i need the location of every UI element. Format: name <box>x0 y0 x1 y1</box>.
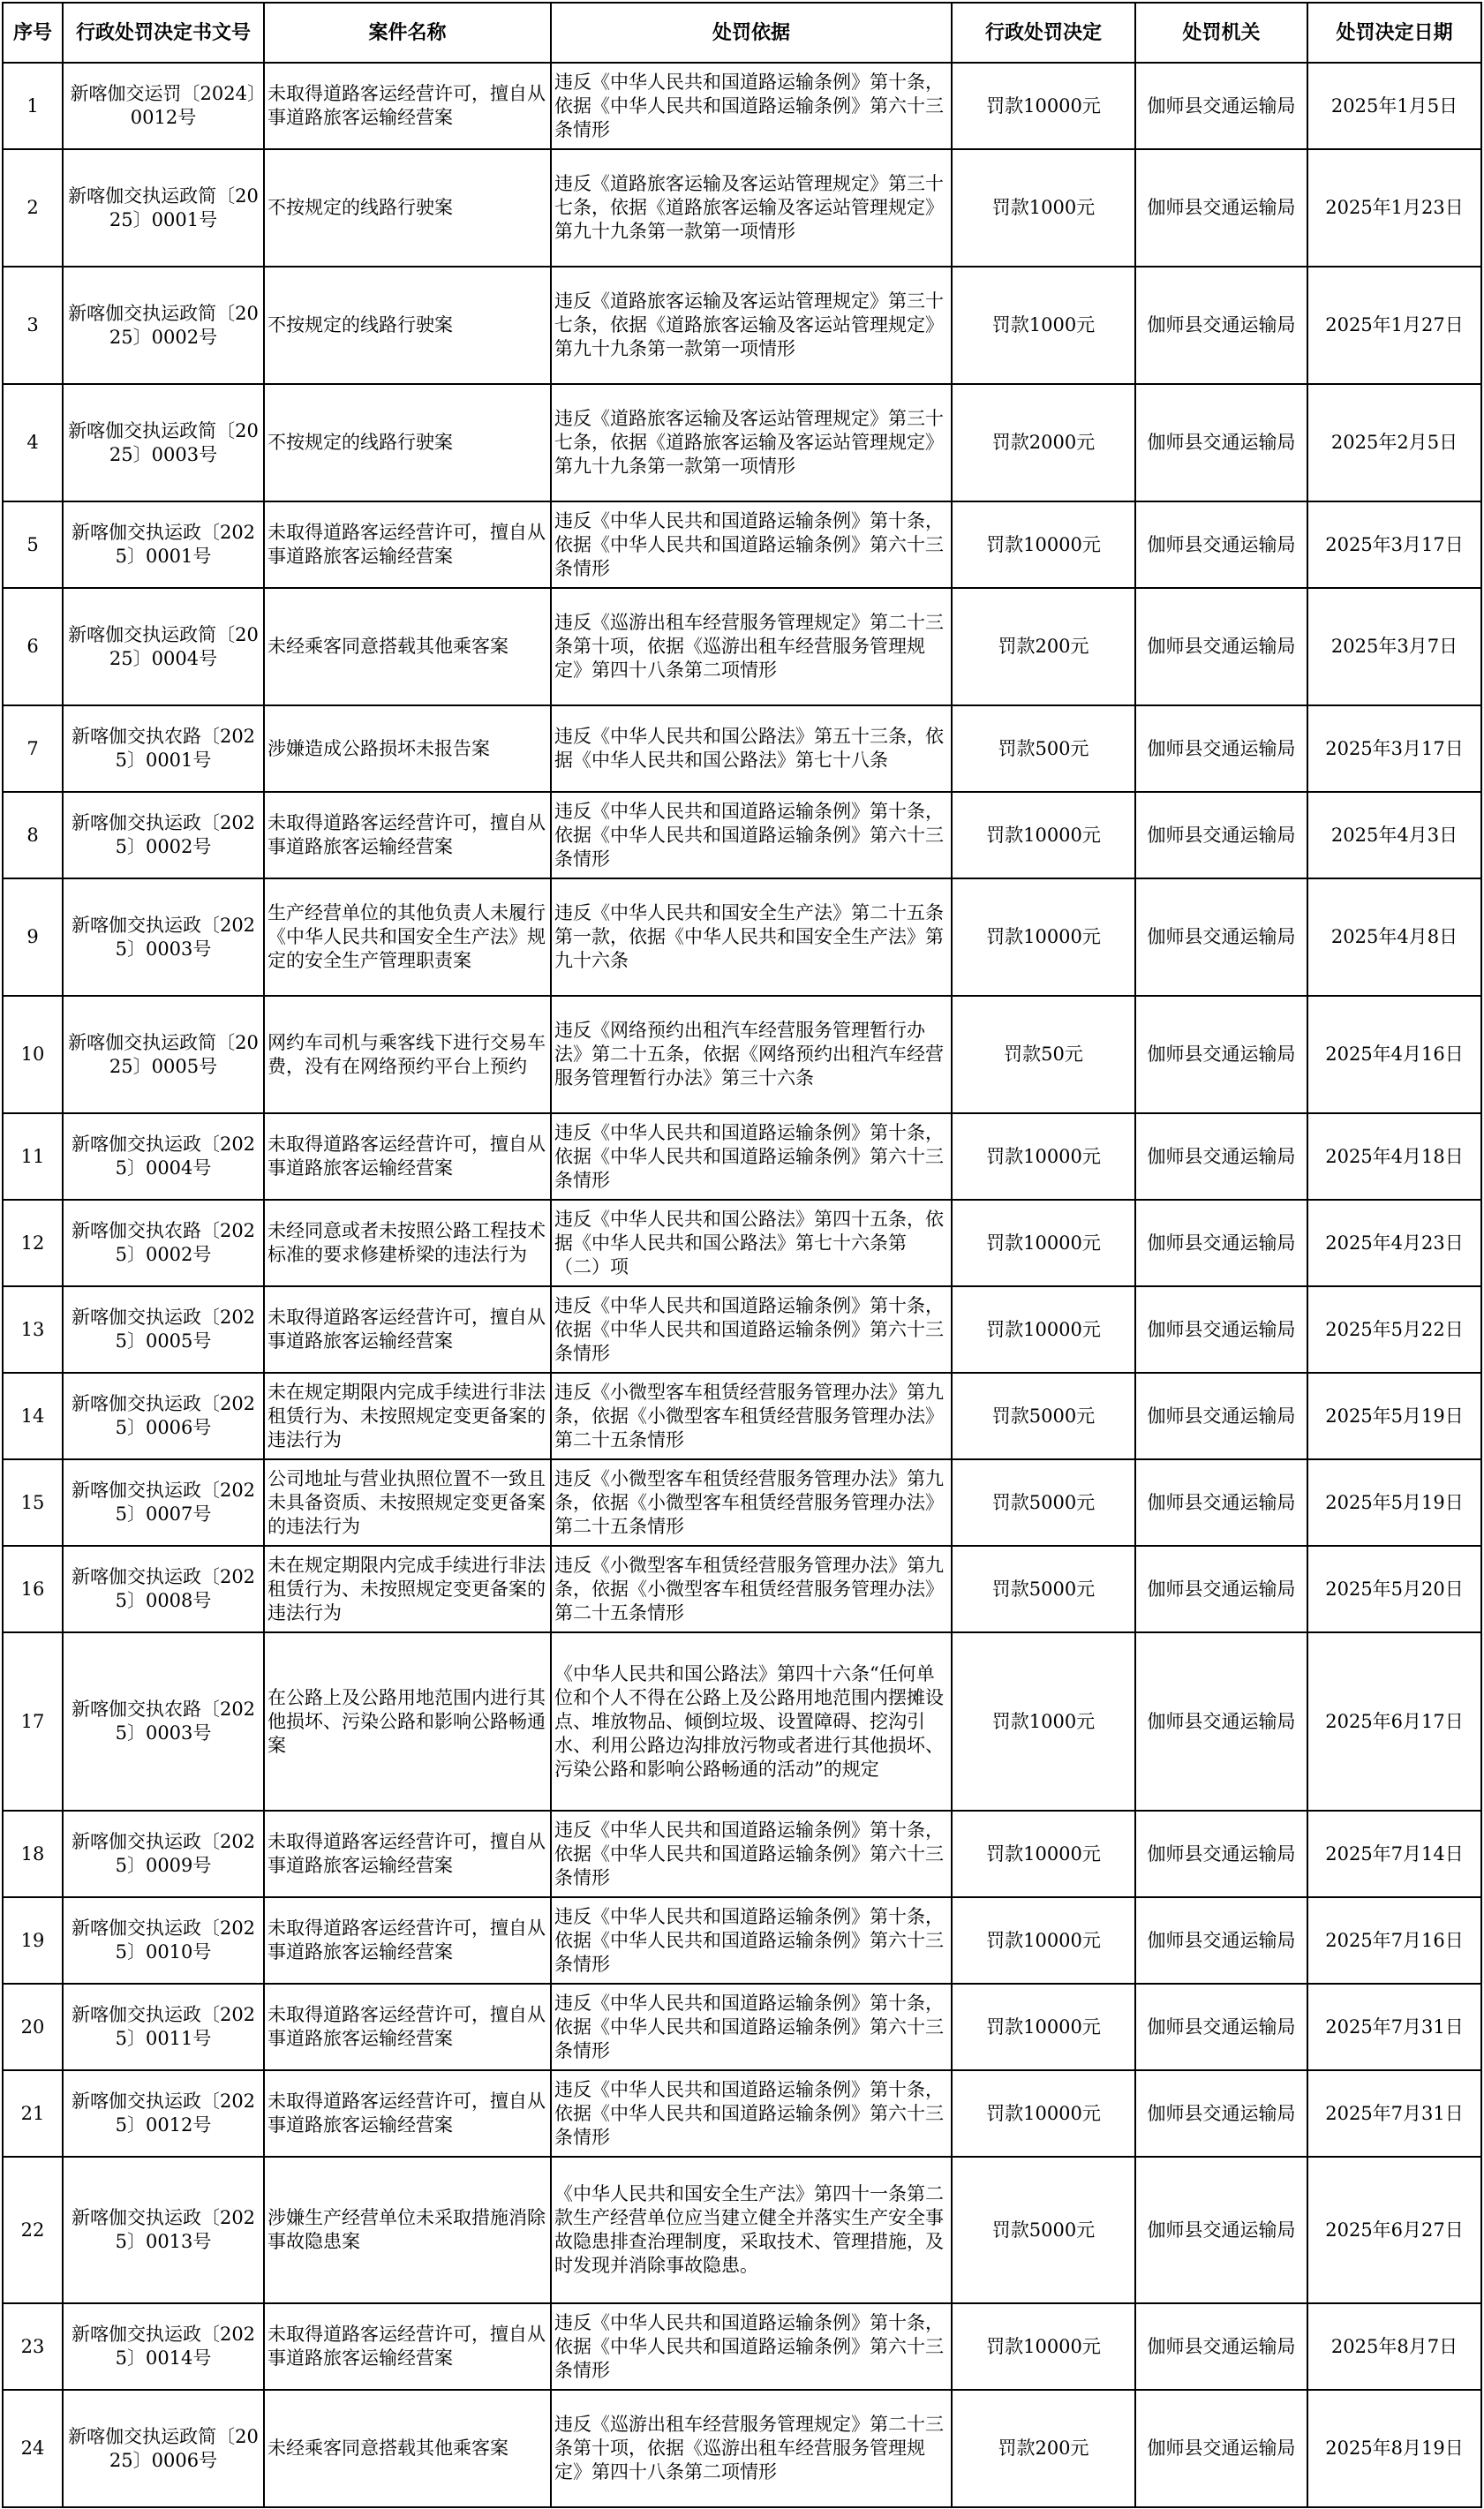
cell-row-number: 19 <box>3 1897 63 1984</box>
cell-case-name: 未取得道路客运经营许可，擅自从事道路旅客运输经营案 <box>264 1897 551 1984</box>
cell-row-number: 8 <box>3 792 63 878</box>
cell-row-number: 11 <box>3 1113 63 1200</box>
cell-decision: 罚款1000元 <box>952 149 1135 267</box>
cell-case-name: 未经同意或者未按照公路工程技术标准的要求修建桥梁的违法行为 <box>264 1200 551 1286</box>
cell-row-number: 23 <box>3 2303 63 2390</box>
cell-decision: 罚款5000元 <box>952 1546 1135 1632</box>
header-basis: 处罚依据 <box>551 3 952 63</box>
cell-doc-number: 新喀伽交执运政简〔2025〕0001号 <box>63 149 264 267</box>
table-header-row <box>3 3 1481 63</box>
table-row <box>3 792 1481 878</box>
cell-basis: 违反《网络预约出租汽车经营服务管理暂行办法》第二十五条，依据《网络预约出租汽车经营服务管理暂行办法》第三十六条 <box>551 996 952 1113</box>
cell-row-number: 9 <box>3 878 63 996</box>
cell-doc-number: 新喀伽交执运政简〔2025〕0004号 <box>63 588 264 705</box>
cell-authority: 伽师县交通运输局 <box>1135 1286 1307 1373</box>
table-row <box>3 705 1481 792</box>
cell-row-number: 18 <box>3 1811 63 1897</box>
cell-decision-date: 2025年7月31日 <box>1307 1984 1481 2070</box>
cell-decision-date: 2025年1月5日 <box>1307 63 1481 149</box>
cell-decision: 罚款50元 <box>952 996 1135 1113</box>
cell-authority: 伽师县交通运输局 <box>1135 149 1307 267</box>
cell-decision-date: 2025年4月18日 <box>1307 1113 1481 1200</box>
table-row <box>3 1200 1481 1286</box>
cell-case-name: 未取得道路客运经营许可，擅自从事道路旅客运输经营案 <box>264 1113 551 1200</box>
cell-case-name: 生产经营单位的其他负责人未履行《中华人民共和国安全生产法》规定的安全生产管理职责案 <box>264 878 551 996</box>
header-case-name: 案件名称 <box>264 3 551 63</box>
cell-doc-number: 新喀伽交执运政简〔2025〕0002号 <box>63 267 264 384</box>
cell-doc-number: 新喀伽交执农路〔2025〕0002号 <box>63 1200 264 1286</box>
table-row <box>3 1632 1481 1811</box>
cell-authority: 伽师县交通运输局 <box>1135 878 1307 996</box>
cell-doc-number: 新喀伽交执运政〔2025〕0007号 <box>63 1459 264 1546</box>
cell-decision-date: 2025年7月14日 <box>1307 1811 1481 1897</box>
cell-authority: 伽师县交通运输局 <box>1135 1459 1307 1546</box>
cell-basis: 违反《中华人民共和国道路运输条例》第十条，依据《中华人民共和国道路运输条例》第六十三条情形 <box>551 501 952 588</box>
cell-basis: 违反《中华人民共和国道路运输条例》第十条，依据《中华人民共和国道路运输条例》第六十三条情形 <box>551 63 952 149</box>
cell-basis: 违反《中华人民共和国安全生产法》第二十五条第一款，依据《中华人民共和国安全生产法》第九十六条 <box>551 878 952 996</box>
cell-authority: 伽师县交通运输局 <box>1135 1632 1307 1811</box>
cell-authority: 伽师县交通运输局 <box>1135 1200 1307 1286</box>
cell-basis: 违反《道路旅客运输及客运站管理规定》第三十七条，依据《道路旅客运输及客运站管理规定》第九十九条第一款第一项情形 <box>551 149 952 267</box>
cell-row-number: 13 <box>3 1286 63 1373</box>
cell-decision: 罚款10000元 <box>952 1811 1135 1897</box>
cell-decision: 罚款10000元 <box>952 1984 1135 2070</box>
cell-case-name: 涉嫌生产经营单位未采取措施消除事故隐患案 <box>264 2157 551 2303</box>
cell-case-name: 不按规定的线路行驶案 <box>264 149 551 267</box>
cell-doc-number: 新喀伽交执运政〔2025〕0003号 <box>63 878 264 996</box>
cell-doc-number: 新喀伽交执运政〔2025〕0001号 <box>63 501 264 588</box>
cell-doc-number: 新喀伽交执运政〔2025〕0006号 <box>63 1373 264 1459</box>
cell-decision-date: 2025年1月23日 <box>1307 149 1481 267</box>
table-row <box>3 267 1481 384</box>
table-row <box>3 1113 1481 1200</box>
cell-doc-number: 新喀伽交执运政简〔2025〕0006号 <box>63 2390 264 2507</box>
cell-doc-number: 新喀伽交执运政〔2025〕0010号 <box>63 1897 264 1984</box>
cell-basis: 违反《中华人民共和国公路法》第五十三条，依据《中华人民共和国公路法》第七十八条 <box>551 705 952 792</box>
cell-decision-date: 2025年1月27日 <box>1307 267 1481 384</box>
table-row <box>3 149 1481 267</box>
cell-row-number: 20 <box>3 1984 63 2070</box>
cell-basis: 违反《中华人民共和国道路运输条例》第十条，依据《中华人民共和国道路运输条例》第六十三条情形 <box>551 2070 952 2157</box>
cell-row-number: 4 <box>3 384 63 501</box>
cell-authority: 伽师县交通运输局 <box>1135 2070 1307 2157</box>
cell-case-name: 网约车司机与乘客线下进行交易车费，没有在网络预约平台上预约 <box>264 996 551 1113</box>
table-row <box>3 1459 1481 1546</box>
cell-decision: 罚款5000元 <box>952 1459 1135 1546</box>
table-row <box>3 1811 1481 1897</box>
cell-doc-number: 新喀伽交执运政简〔2025〕0005号 <box>63 996 264 1113</box>
cell-decision-date: 2025年5月19日 <box>1307 1459 1481 1546</box>
cell-doc-number: 新喀伽交执农路〔2025〕0001号 <box>63 705 264 792</box>
cell-decision: 罚款10000元 <box>952 2070 1135 2157</box>
cell-row-number: 17 <box>3 1632 63 1811</box>
cell-basis: 违反《中华人民共和国公路法》第四十五条，依据《中华人民共和国公路法》第七十六条第（二）项 <box>551 1200 952 1286</box>
cell-decision-date: 2025年5月19日 <box>1307 1373 1481 1459</box>
cell-decision: 罚款1000元 <box>952 267 1135 384</box>
table-row <box>3 1373 1481 1459</box>
cell-doc-number: 新喀伽交运罚〔2024〕0012号 <box>63 63 264 149</box>
cell-case-name: 不按规定的线路行驶案 <box>264 267 551 384</box>
cell-authority: 伽师县交通运输局 <box>1135 1811 1307 1897</box>
header-doc-number: 行政处罚决定书文号 <box>63 3 264 63</box>
cell-authority: 伽师县交通运输局 <box>1135 1984 1307 2070</box>
cell-decision-date: 2025年4月23日 <box>1307 1200 1481 1286</box>
cell-decision-date: 2025年3月17日 <box>1307 705 1481 792</box>
cell-case-name: 不按规定的线路行驶案 <box>264 384 551 501</box>
cell-basis: 违反《中华人民共和国道路运输条例》第十条，依据《中华人民共和国道路运输条例》第六十三条情形 <box>551 1984 952 2070</box>
cell-doc-number: 新喀伽交执运政〔2025〕0009号 <box>63 1811 264 1897</box>
cell-decision-date: 2025年7月16日 <box>1307 1897 1481 1984</box>
cell-row-number: 1 <box>3 63 63 149</box>
cell-case-name: 未经乘客同意搭载其他乘客案 <box>264 2390 551 2507</box>
cell-case-name: 未取得道路客运经营许可，擅自从事道路旅客运输经营案 <box>264 63 551 149</box>
cell-case-name: 未在规定期限内完成手续进行非法租赁行为、未按照规定变更备案的违法行为 <box>264 1373 551 1459</box>
cell-basis: 违反《小微型客车租赁经营服务管理办法》第九条，依据《小微型客车租赁经营服务管理办法》第二十五条情形 <box>551 1546 952 1632</box>
cell-doc-number: 新喀伽交执运政〔2025〕0005号 <box>63 1286 264 1373</box>
table-body <box>3 63 1481 2507</box>
cell-decision-date: 2025年3月17日 <box>1307 501 1481 588</box>
table-row <box>3 2390 1481 2507</box>
cell-basis: 违反《中华人民共和国道路运输条例》第十条，依据《中华人民共和国道路运输条例》第六十三条情形 <box>551 1286 952 1373</box>
table-row <box>3 384 1481 501</box>
table-row <box>3 996 1481 1113</box>
header-date: 处罚决定日期 <box>1307 3 1481 63</box>
cell-doc-number: 新喀伽交执运政〔2025〕0002号 <box>63 792 264 878</box>
cell-doc-number: 新喀伽交执运政〔2025〕0011号 <box>63 1984 264 2070</box>
cell-case-name: 未经乘客同意搭载其他乘客案 <box>264 588 551 705</box>
cell-decision: 罚款10000元 <box>952 878 1135 996</box>
cell-case-name: 在公路上及公路用地范围内进行其他损坏、污染公路和影响公路畅通案 <box>264 1632 551 1811</box>
table-row <box>3 1546 1481 1632</box>
cell-doc-number: 新喀伽交执运政〔2025〕0004号 <box>63 1113 264 1200</box>
cell-authority: 伽师县交通运输局 <box>1135 792 1307 878</box>
cell-decision: 罚款10000元 <box>952 792 1135 878</box>
cell-row-number: 6 <box>3 588 63 705</box>
cell-basis: 违反《小微型客车租赁经营服务管理办法》第九条，依据《小微型客车租赁经营服务管理办法》第二十五条情形 <box>551 1459 952 1546</box>
cell-case-name: 未在规定期限内完成手续进行非法租赁行为、未按照规定变更备案的违法行为 <box>264 1546 551 1632</box>
cell-row-number: 12 <box>3 1200 63 1286</box>
penalty-table <box>2 2 1482 2508</box>
cell-decision-date: 2025年4月16日 <box>1307 996 1481 1113</box>
cell-decision: 罚款10000元 <box>952 1897 1135 1984</box>
cell-case-name: 涉嫌造成公路损坏未报告案 <box>264 705 551 792</box>
cell-case-name: 公司地址与营业执照位置不一致且未具备资质、未按照规定变更备案的违法行为 <box>264 1459 551 1546</box>
table-row <box>3 2303 1481 2390</box>
cell-basis: 违反《中华人民共和国道路运输条例》第十条，依据《中华人民共和国道路运输条例》第六十三条情形 <box>551 1811 952 1897</box>
cell-decision-date: 2025年5月22日 <box>1307 1286 1481 1373</box>
cell-case-name: 未取得道路客运经营许可，擅自从事道路旅客运输经营案 <box>264 1811 551 1897</box>
cell-decision: 罚款10000元 <box>952 1286 1135 1373</box>
cell-authority: 伽师县交通运输局 <box>1135 1113 1307 1200</box>
table-row <box>3 1984 1481 2070</box>
cell-doc-number: 新喀伽交执运政〔2025〕0013号 <box>63 2157 264 2303</box>
cell-authority: 伽师县交通运输局 <box>1135 2390 1307 2507</box>
cell-decision-date: 2025年5月20日 <box>1307 1546 1481 1632</box>
cell-decision: 罚款200元 <box>952 2390 1135 2507</box>
cell-decision-date: 2025年6月27日 <box>1307 2157 1481 2303</box>
cell-row-number: 22 <box>3 2157 63 2303</box>
cell-decision: 罚款5000元 <box>952 2157 1135 2303</box>
cell-doc-number: 新喀伽交执运政简〔2025〕0003号 <box>63 384 264 501</box>
cell-decision-date: 2025年2月5日 <box>1307 384 1481 501</box>
cell-decision-date: 2025年8月19日 <box>1307 2390 1481 2507</box>
cell-row-number: 10 <box>3 996 63 1113</box>
cell-decision: 罚款10000元 <box>952 63 1135 149</box>
cell-authority: 伽师县交通运输局 <box>1135 1546 1307 1632</box>
cell-case-name: 未取得道路客运经营许可，擅自从事道路旅客运输经营案 <box>264 501 551 588</box>
cell-decision: 罚款10000元 <box>952 2303 1135 2390</box>
cell-decision-date: 2025年6月17日 <box>1307 1632 1481 1811</box>
cell-decision: 罚款5000元 <box>952 1373 1135 1459</box>
cell-basis: 违反《中华人民共和国道路运输条例》第十条，依据《中华人民共和国道路运输条例》第六十三条情形 <box>551 1897 952 1984</box>
cell-case-name: 未取得道路客运经营许可，擅自从事道路旅客运输经营案 <box>264 2070 551 2157</box>
cell-basis: 违反《道路旅客运输及客运站管理规定》第三十七条，依据《道路旅客运输及客运站管理规定》第九十九条第一款第一项情形 <box>551 267 952 384</box>
cell-decision: 罚款10000元 <box>952 1113 1135 1200</box>
cell-case-name: 未取得道路客运经营许可，擅自从事道路旅客运输经营案 <box>264 1984 551 2070</box>
table-row <box>3 2157 1481 2303</box>
cell-doc-number: 新喀伽交执农路〔2025〕0003号 <box>63 1632 264 1811</box>
cell-case-name: 未取得道路客运经营许可，擅自从事道路旅客运输经营案 <box>264 792 551 878</box>
cell-row-number: 16 <box>3 1546 63 1632</box>
cell-authority: 伽师县交通运输局 <box>1135 1897 1307 1984</box>
cell-basis: 违反《巡游出租车经营服务管理规定》第二十三条第十项，依据《巡游出租车经营服务管理规定》第四十八条第二项情形 <box>551 2390 952 2507</box>
cell-authority: 伽师县交通运输局 <box>1135 384 1307 501</box>
table-row <box>3 1897 1481 1984</box>
table-row <box>3 588 1481 705</box>
cell-decision-date: 2025年4月8日 <box>1307 878 1481 996</box>
cell-row-number: 3 <box>3 267 63 384</box>
table-row <box>3 2070 1481 2157</box>
cell-authority: 伽师县交通运输局 <box>1135 705 1307 792</box>
cell-row-number: 7 <box>3 705 63 792</box>
cell-decision-date: 2025年4月3日 <box>1307 792 1481 878</box>
cell-decision-date: 2025年3月7日 <box>1307 588 1481 705</box>
cell-basis: 违反《中华人民共和国道路运输条例》第十条，依据《中华人民共和国道路运输条例》第六十三条情形 <box>551 2303 952 2390</box>
cell-doc-number: 新喀伽交执运政〔2025〕0012号 <box>63 2070 264 2157</box>
cell-case-name: 未取得道路客运经营许可，擅自从事道路旅客运输经营案 <box>264 2303 551 2390</box>
cell-doc-number: 新喀伽交执运政〔2025〕0008号 <box>63 1546 264 1632</box>
cell-row-number: 5 <box>3 501 63 588</box>
cell-decision: 罚款2000元 <box>952 384 1135 501</box>
cell-decision-date: 2025年7月31日 <box>1307 2070 1481 2157</box>
header-decision: 行政处罚决定 <box>952 3 1135 63</box>
header-no: 序号 <box>3 3 63 63</box>
cell-doc-number: 新喀伽交执运政〔2025〕0014号 <box>63 2303 264 2390</box>
cell-row-number: 15 <box>3 1459 63 1546</box>
cell-decision: 罚款10000元 <box>952 501 1135 588</box>
cell-authority: 伽师县交通运输局 <box>1135 501 1307 588</box>
cell-authority: 伽师县交通运输局 <box>1135 588 1307 705</box>
cell-basis: 《中华人民共和国公路法》第四十六条“任何单位和个人不得在公路上及公路用地范围内摆摊设点、堆放物品、倾倒垃圾、设置障碍、挖沟引水、利用公路边沟排放污物或者进行其他损坏、污染公路和影响公路畅通的活动”的规定 <box>551 1632 952 1811</box>
header-authority: 处罚机关 <box>1135 3 1307 63</box>
cell-authority: 伽师县交通运输局 <box>1135 63 1307 149</box>
cell-authority: 伽师县交通运输局 <box>1135 996 1307 1113</box>
cell-basis: 违反《道路旅客运输及客运站管理规定》第三十七条，依据《道路旅客运输及客运站管理规定》第九十九条第一款第一项情形 <box>551 384 952 501</box>
cell-decision: 罚款200元 <box>952 588 1135 705</box>
table-row <box>3 501 1481 588</box>
cell-authority: 伽师县交通运输局 <box>1135 1373 1307 1459</box>
table-row <box>3 1286 1481 1373</box>
cell-decision: 罚款10000元 <box>952 1200 1135 1286</box>
cell-authority: 伽师县交通运输局 <box>1135 2157 1307 2303</box>
table-row <box>3 63 1481 149</box>
cell-basis: 违反《中华人民共和国道路运输条例》第十条，依据《中华人民共和国道路运输条例》第六十三条情形 <box>551 1113 952 1200</box>
cell-basis: 违反《小微型客车租赁经营服务管理办法》第九条，依据《小微型客车租赁经营服务管理办法》第二十五条情形 <box>551 1373 952 1459</box>
cell-decision: 罚款1000元 <box>952 1632 1135 1811</box>
cell-decision-date: 2025年8月7日 <box>1307 2303 1481 2390</box>
cell-decision: 罚款500元 <box>952 705 1135 792</box>
cell-basis: 违反《巡游出租车经营服务管理规定》第二十三条第十项，依据《巡游出租车经营服务管理规定》第四十八条第二项情形 <box>551 588 952 705</box>
table-row <box>3 878 1481 996</box>
cell-row-number: 2 <box>3 149 63 267</box>
cell-case-name: 未取得道路客运经营许可，擅自从事道路旅客运输经营案 <box>264 1286 551 1373</box>
cell-authority: 伽师县交通运输局 <box>1135 267 1307 384</box>
cell-authority: 伽师县交通运输局 <box>1135 2303 1307 2390</box>
cell-row-number: 21 <box>3 2070 63 2157</box>
cell-basis: 违反《中华人民共和国道路运输条例》第十条，依据《中华人民共和国道路运输条例》第六十三条情形 <box>551 792 952 878</box>
cell-row-number: 24 <box>3 2390 63 2507</box>
cell-basis: 《中华人民共和国安全生产法》第四十一条第二款生产经营单位应当建立健全并落实生产安全事故隐患排查治理制度，采取技术、管理措施，及时发现并消除事故隐患。 <box>551 2157 952 2303</box>
cell-row-number: 14 <box>3 1373 63 1459</box>
